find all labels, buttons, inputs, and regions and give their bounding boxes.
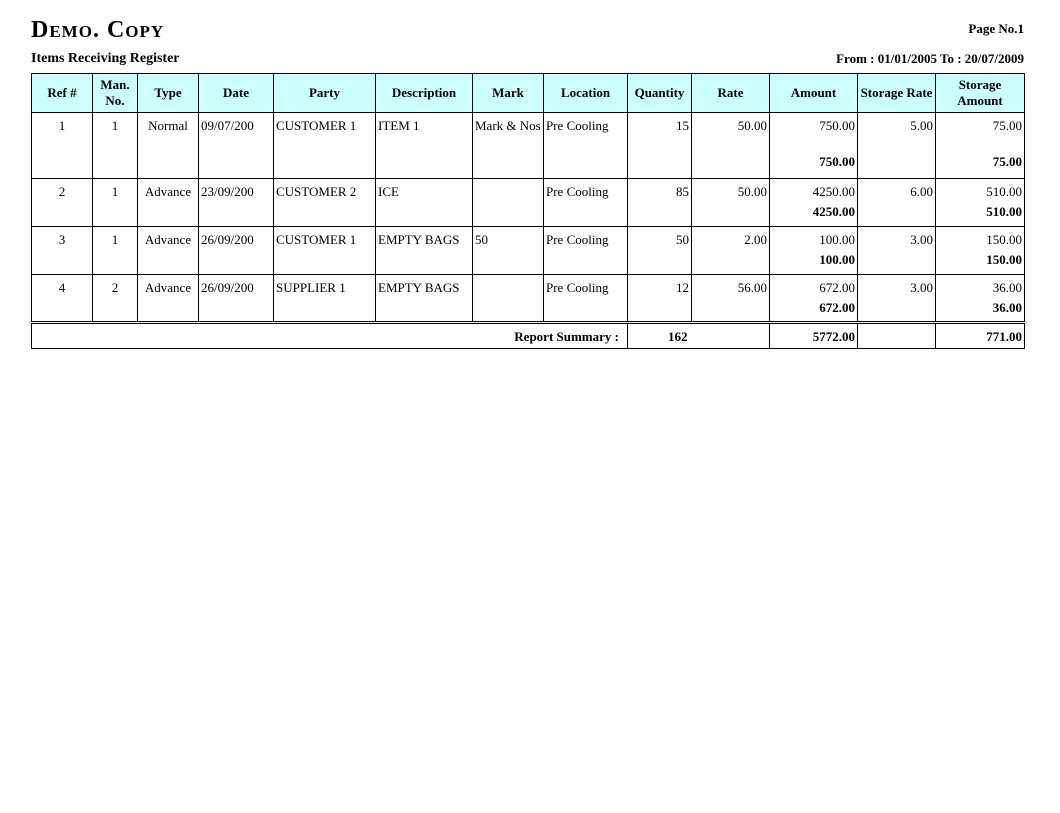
cell-storage-amount bbox=[936, 179, 1025, 227]
cell-rate: 50.00 bbox=[692, 179, 770, 227]
cell-man-no: 2 bbox=[93, 275, 138, 323]
cell-quantity: 12 bbox=[628, 275, 692, 323]
col-header-man-no: Man. No. bbox=[93, 74, 138, 113]
col-header-mark: Mark bbox=[473, 74, 544, 113]
cell-type: Normal bbox=[138, 113, 199, 179]
cell-ref: 3 bbox=[32, 227, 93, 275]
cell-ref: 2 bbox=[32, 179, 93, 227]
receiving-register-table bbox=[31, 73, 1025, 349]
col-header-quantity: Quantity bbox=[628, 74, 692, 113]
cell-party: CUSTOMER 1 bbox=[274, 227, 376, 275]
cell-description: ICE bbox=[376, 179, 473, 227]
company-name: Demo. Copy bbox=[31, 17, 165, 43]
col-header-storage-rate: Storage Rate bbox=[858, 74, 936, 113]
col-header-storage-amount: Storage Amount bbox=[936, 74, 1025, 113]
cell-storage-amount bbox=[936, 227, 1025, 275]
report-title: Items Receiving Register bbox=[31, 51, 180, 66]
amount-value: 4250.00 bbox=[812, 184, 855, 199]
storage-amount-value: 510.00 bbox=[986, 184, 1022, 199]
cell-type: Advance bbox=[138, 275, 199, 323]
cell-storage-amount bbox=[936, 113, 1025, 179]
cell-amount bbox=[770, 179, 858, 227]
table-row bbox=[32, 227, 1025, 275]
cell-date: 26/09/200 bbox=[199, 227, 274, 275]
col-header-rate: Rate bbox=[692, 74, 770, 113]
cell-location: Pre Cooling bbox=[544, 179, 628, 227]
cell-location: Pre Cooling bbox=[544, 113, 628, 179]
amount-subtotal: 4250.00 bbox=[812, 204, 855, 219]
cell-ref: 1 bbox=[32, 113, 93, 179]
cell-party: CUSTOMER 1 bbox=[274, 113, 376, 179]
storage-amount-subtotal: 510.00 bbox=[986, 204, 1022, 219]
page-number: Page No.1 bbox=[968, 21, 1024, 36]
cell-date: 26/09/200 bbox=[199, 275, 274, 323]
cell-description: ITEM 1 bbox=[376, 113, 473, 179]
amount-value: 750.00 bbox=[819, 118, 855, 133]
cell-rate: 56.00 bbox=[692, 275, 770, 323]
cell-description: EMPTY BAGS bbox=[376, 275, 473, 323]
summary-storage-rate-blank bbox=[858, 323, 936, 349]
table-row bbox=[32, 179, 1025, 227]
cell-storage-rate: 3.00 bbox=[858, 275, 936, 323]
cell-amount bbox=[770, 113, 858, 179]
storage-amount-value: 150.00 bbox=[986, 232, 1022, 247]
cell-rate: 2.00 bbox=[692, 227, 770, 275]
storage-amount-value: 75.00 bbox=[992, 118, 1022, 133]
col-header-party: Party bbox=[274, 74, 376, 113]
cell-storage-rate: 5.00 bbox=[858, 113, 936, 179]
cell-date: 09/07/200 bbox=[199, 113, 274, 179]
cell-storage-rate: 6.00 bbox=[858, 179, 936, 227]
summary-label: Report Summary : bbox=[32, 323, 628, 349]
amount-subtotal: 672.00 bbox=[819, 300, 855, 315]
cell-description: EMPTY BAGS bbox=[376, 227, 473, 275]
table-row bbox=[32, 113, 1025, 179]
cell-party: SUPPLIER 1 bbox=[274, 275, 376, 323]
col-header-description: Description bbox=[376, 74, 473, 113]
cell-storage-amount bbox=[936, 275, 1025, 323]
cell-type: Advance bbox=[138, 227, 199, 275]
cell-date: 23/09/200 bbox=[199, 179, 274, 227]
cell-ref: 4 bbox=[32, 275, 93, 323]
cell-man-no: 1 bbox=[93, 113, 138, 179]
amount-value: 672.00 bbox=[819, 280, 855, 295]
summary-quantity: 162 bbox=[628, 323, 692, 349]
col-header-ref: Ref # bbox=[32, 74, 93, 113]
col-header-date: Date bbox=[199, 74, 274, 113]
amount-subtotal: 750.00 bbox=[819, 154, 855, 169]
cell-location: Pre Cooling bbox=[544, 275, 628, 323]
amount-subtotal: 100.00 bbox=[819, 252, 855, 267]
storage-amount-subtotal: 150.00 bbox=[986, 252, 1022, 267]
cell-man-no: 1 bbox=[93, 179, 138, 227]
cell-quantity: 50 bbox=[628, 227, 692, 275]
cell-rate: 50.00 bbox=[692, 113, 770, 179]
cell-party: CUSTOMER 2 bbox=[274, 179, 376, 227]
table-row bbox=[32, 275, 1025, 323]
amount-value: 100.00 bbox=[819, 232, 855, 247]
summary-storage-amount: 771.00 bbox=[936, 323, 1025, 349]
cell-quantity: 15 bbox=[628, 113, 692, 179]
cell-amount bbox=[770, 227, 858, 275]
cell-mark: 50 bbox=[473, 227, 544, 275]
cell-man-no: 1 bbox=[93, 227, 138, 275]
storage-amount-subtotal: 75.00 bbox=[992, 154, 1022, 169]
col-header-type: Type bbox=[138, 74, 199, 113]
cell-quantity: 85 bbox=[628, 179, 692, 227]
cell-mark bbox=[473, 275, 544, 323]
report-summary-row bbox=[32, 323, 1025, 349]
cell-amount bbox=[770, 275, 858, 323]
col-header-location: Location bbox=[544, 74, 628, 113]
summary-rate-blank bbox=[692, 323, 770, 349]
col-header-amount: Amount bbox=[770, 74, 858, 113]
header-row bbox=[32, 74, 1025, 113]
storage-amount-subtotal: 36.00 bbox=[992, 300, 1022, 315]
cell-mark: Mark & Nos bbox=[473, 113, 544, 179]
storage-amount-value: 36.00 bbox=[992, 280, 1022, 295]
date-range: From : 01/01/2005 To : 20/07/2009 bbox=[836, 51, 1024, 66]
cell-storage-rate: 3.00 bbox=[858, 227, 936, 275]
cell-location: Pre Cooling bbox=[544, 227, 628, 275]
cell-mark bbox=[473, 179, 544, 227]
summary-amount: 5772.00 bbox=[770, 323, 858, 349]
cell-type: Advance bbox=[138, 179, 199, 227]
